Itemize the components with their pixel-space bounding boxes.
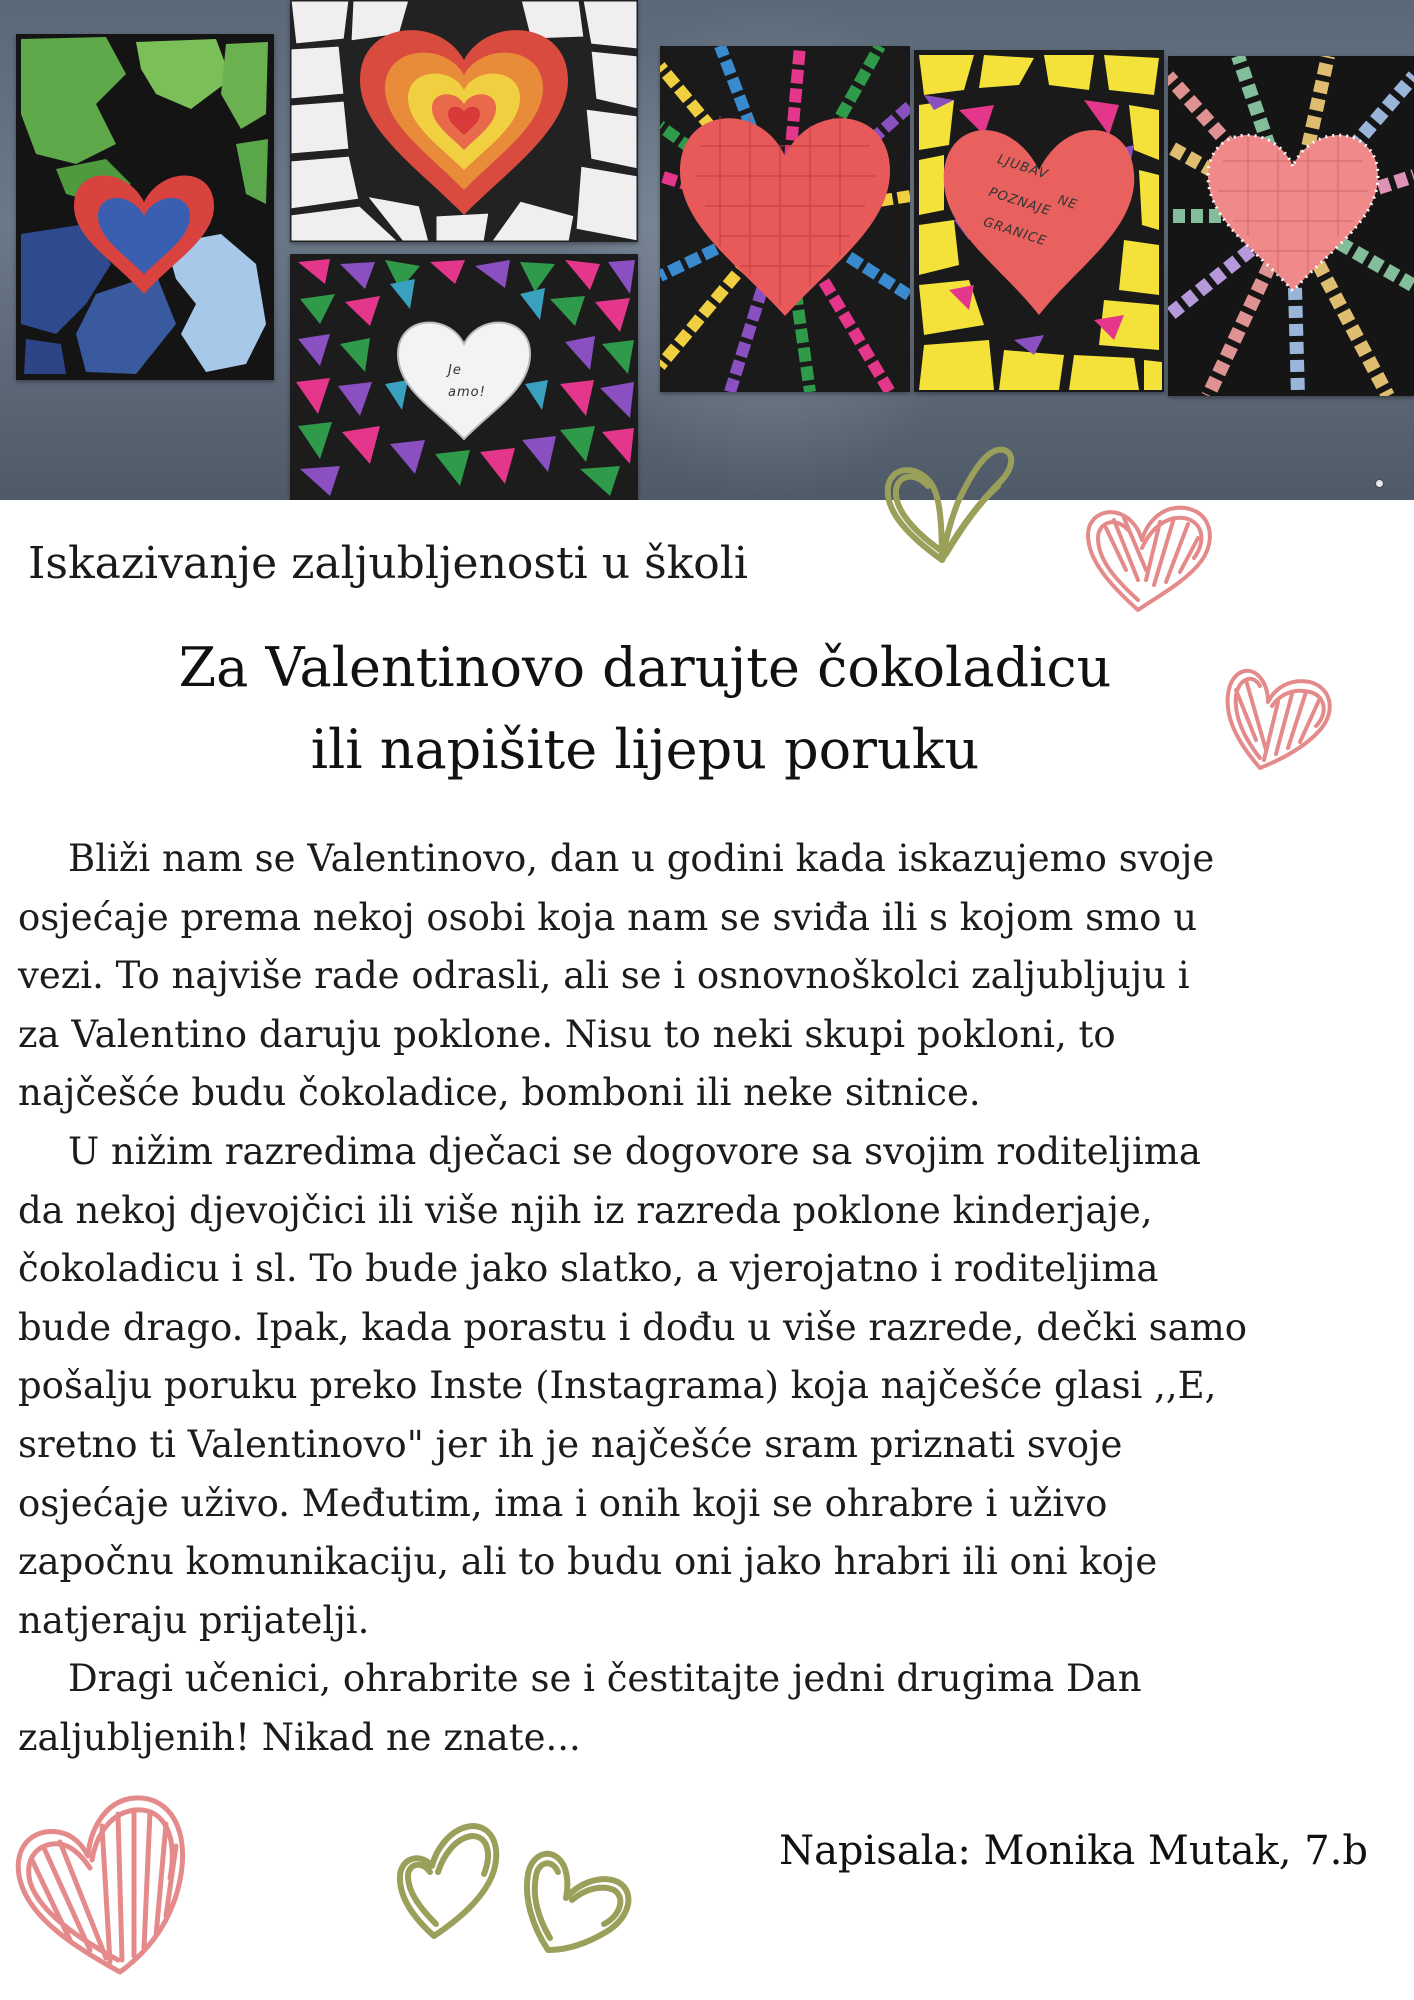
artwork-mosaic-note-heart [290, 254, 638, 500]
heart-doodle-pink-top-right [1080, 500, 1220, 620]
heart-doodle-green-bottom-2 [520, 1836, 636, 1958]
body-line: za Valentino daruju poklone. Nisu to neki skupi pokloni, to [18, 1012, 1116, 1056]
artwork-blob-heart [16, 34, 274, 380]
heart-doodle-green-top [880, 442, 1020, 572]
note-heart-text-line2: amo! [448, 385, 486, 400]
heart-doodle-green-bottom-1 [394, 1820, 506, 1944]
artwork-photo [0, 0, 1414, 500]
body-line: Dragi učenici, ohrabrite se i čestitajte jedni drugima Dan [68, 1657, 1142, 1701]
article-headline-line1: Za Valentinovo darujte čokoladicu [178, 636, 1112, 699]
article-body [18, 830, 1398, 1768]
body-line: sretno ti Valentinovo" jer ih je najčešće sram priznati svoje [18, 1422, 1123, 1466]
body-line: natjeraju prijatelji. [18, 1598, 370, 1642]
love-note-line3: POZNAJE [986, 185, 1053, 220]
wall-pin [1376, 480, 1383, 487]
love-note-line2: NE [1055, 192, 1080, 214]
body-line: vezi. To najviše rade odrasli, ali se i osnovnoškolci zaljubljuju i [18, 954, 1190, 998]
body-line: najčešće budu čokoladice, bomboni ili neke sitnice. [18, 1071, 981, 1115]
article-subtitle: Iskazivanje zaljubljenosti u školi [28, 538, 748, 589]
body-line: Bliži nam se Valentinovo, dan u godini kada iskazujemo svoje [68, 837, 1215, 880]
body-line: osjećaje prema nekoj osobi koja nam se sviđa ili s kojom smo u [18, 895, 1198, 939]
heart-doodle-pink-bottom-left [10, 1790, 200, 1980]
body-line: pošalju poruku preko Inste (Instagrama) koja najčešće glasi ,,E, [18, 1364, 1217, 1408]
artwork-mosaic-heart [290, 0, 638, 242]
note-heart-text-line1: Je [448, 363, 462, 378]
body-line: čokoladicu i sl. To bude jako slatko, a vjerojatno i roditeljima [18, 1247, 1159, 1291]
artwork-pastel-sunburst-heart [1168, 56, 1414, 396]
love-note-line1: LJUBAV [995, 152, 1051, 183]
body-line: U nižim razredima dječaci se dogovore sa svojim roditeljima [68, 1129, 1201, 1173]
body-line: osjećaje uživo. Međutim, ima i onih koji se ohrabre i uživo [18, 1481, 1108, 1525]
artwork-sunburst-heart [660, 46, 910, 392]
body-line: da nekoj djevojčici ili više njih iz razreda poklone kinderjaje, [18, 1188, 1153, 1232]
article-headline-line2: ili napišite lijepu poruku [310, 718, 980, 781]
body-line: započnu komunikaciju, ali to budu oni jako hrabri ili oni koje [18, 1540, 1158, 1584]
body-line: zaljubljenih! Nikad ne znate... [18, 1715, 581, 1759]
artwork-love-note-heart [914, 50, 1164, 392]
body-line: bude drago. Ipak, kada porastu i dođu u više razrede, dečki samo [18, 1305, 1248, 1349]
love-note-line4: GRANICE [981, 214, 1049, 250]
article-signature: Napisala: Monika Mutak, 7.b [779, 1828, 1368, 1874]
